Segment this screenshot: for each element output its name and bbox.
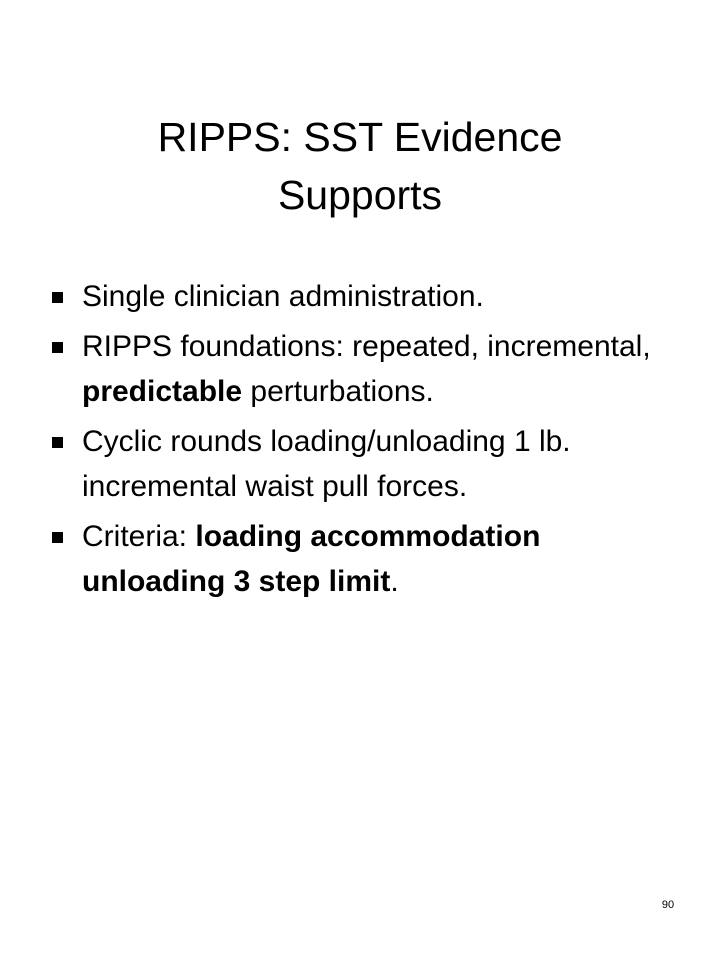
bullet-bold-text: loading accommodation unloading 3 step limit	[82, 520, 541, 598]
bullet-text: Cyclic rounds loading/unloading 1 lb. incremental waist pull forces.	[82, 425, 571, 503]
bullet-item	[52, 324, 672, 414]
square-bullet-icon	[52, 292, 63, 303]
bullet-text: RIPPS foundations: repeated, incremental,	[82, 330, 651, 363]
bullet-item	[52, 514, 672, 604]
bullet-text: Single clinician administration.	[82, 280, 484, 313]
bullet-text: Criteria:	[82, 520, 196, 553]
bullet-item	[52, 419, 672, 509]
bullet-list	[52, 274, 672, 609]
bullet-bold-text: predictable	[82, 375, 243, 408]
square-bullet-icon	[52, 342, 63, 353]
slide-title	[60, 108, 660, 224]
page-number: 90	[661, 899, 675, 911]
square-bullet-icon	[52, 532, 63, 543]
bullet-text: perturbations.	[242, 375, 434, 408]
bullet-text: .	[390, 565, 399, 598]
slide-title-line-2: Supports	[277, 172, 443, 218]
square-bullet-icon	[52, 437, 63, 448]
bullet-item	[52, 274, 672, 319]
slide-title-line-1: RIPPS: SST Evidence	[157, 114, 563, 160]
